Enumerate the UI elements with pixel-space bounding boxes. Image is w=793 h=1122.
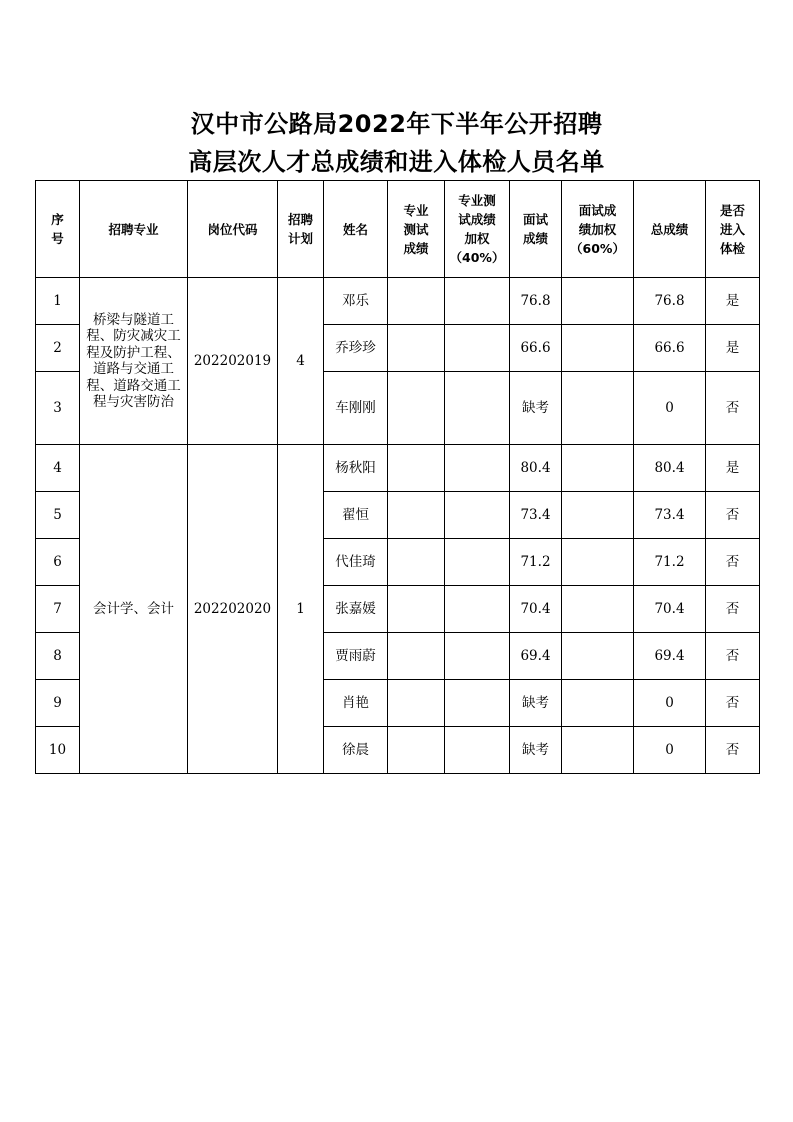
header-interview [510, 181, 562, 278]
cell-name: 乔珍珍 [324, 325, 388, 372]
header-line: 体检 [719, 240, 745, 256]
header-name [324, 181, 388, 278]
header-line: 专业测 [458, 193, 496, 208]
document-title-line-2: 高层次人才总成绩和进入体检人员名单 [188, 148, 605, 176]
cell-plan: 4 [278, 278, 324, 445]
header-line: 试成绩 [458, 212, 496, 227]
header-line: 面试成 [578, 202, 617, 218]
cell-physical: 否 [706, 372, 760, 445]
header-plan [278, 181, 324, 278]
cell-name: 肖艳 [324, 680, 388, 727]
header-seq [36, 181, 80, 278]
cell-name: 邓乐 [324, 278, 388, 325]
cell-physical: 否 [706, 492, 760, 539]
header-pro-weighted [445, 181, 510, 278]
header-code [188, 181, 278, 278]
header-pro-test [388, 181, 445, 278]
cell-pro-weighted [445, 278, 510, 325]
cell-name: 张嘉媛 [324, 586, 388, 633]
cell-pro-weighted [445, 586, 510, 633]
cell-physical: 否 [706, 633, 760, 680]
cell-interview-weighted [562, 372, 634, 445]
cell-total: 80.4 [634, 445, 706, 492]
cell-pro-test [388, 325, 445, 372]
table-row [36, 278, 760, 325]
cell-interview-weighted [562, 633, 634, 680]
header-line: 成绩 [403, 240, 429, 256]
cell-name: 贾雨蔚 [324, 633, 388, 680]
cell-pro-weighted [445, 445, 510, 492]
cell-pro-test [388, 445, 445, 492]
cell-pro-weighted [445, 633, 510, 680]
cell-physical: 否 [706, 586, 760, 633]
results-table [35, 180, 760, 774]
header-line: 加权 [464, 231, 490, 246]
cell-total: 71.2 [634, 539, 706, 586]
header-total [634, 181, 706, 278]
cell-total: 66.6 [634, 325, 706, 372]
cell-interview-weighted [562, 727, 634, 774]
header-line: 计划 [287, 231, 313, 246]
cell-interview: 缺考 [510, 727, 562, 774]
cell-pro-test [388, 727, 445, 774]
cell-seq: 8 [36, 633, 80, 680]
cell-pro-weighted [445, 372, 510, 445]
cell-interview-weighted [562, 492, 634, 539]
cell-interview: 69.4 [510, 633, 562, 680]
cell-code: 202202019 [188, 278, 278, 445]
header-line: 成绩 [522, 231, 548, 246]
cell-pro-weighted [445, 325, 510, 372]
header-line: 是否 [719, 202, 745, 218]
cell-physical: 是 [706, 445, 760, 492]
cell-pro-test [388, 680, 445, 727]
cell-interview: 73.4 [510, 492, 562, 539]
cell-pro-test [388, 633, 445, 680]
cell-total: 76.8 [634, 278, 706, 325]
cell-interview: 80.4 [510, 445, 562, 492]
cell-interview: 66.6 [510, 325, 562, 372]
cell-interview-weighted [562, 680, 634, 727]
cell-interview: 70.4 [510, 586, 562, 633]
cell-physical: 否 [706, 727, 760, 774]
header-line: 姓名 [342, 221, 368, 237]
cell-pro-test [388, 372, 445, 445]
cell-pro-test [388, 539, 445, 586]
header-line: 号 [51, 231, 64, 246]
cell-major: 桥梁与隧道工程、防灾减灾工程及防护工程、道路与交通工程、道路交通工程与灾害防治 [80, 278, 188, 445]
cell-seq: 9 [36, 680, 80, 727]
cell-plan: 1 [278, 445, 324, 774]
cell-total: 69.4 [634, 633, 706, 680]
header-interview-weighted [562, 181, 634, 278]
cell-interview: 71.2 [510, 539, 562, 586]
cell-pro-weighted [445, 727, 510, 774]
cell-seq: 1 [36, 278, 80, 325]
cell-name: 徐晨 [324, 727, 388, 774]
cell-name: 代佳琦 [324, 539, 388, 586]
cell-interview: 缺考 [510, 680, 562, 727]
cell-pro-weighted [445, 492, 510, 539]
cell-pro-weighted [445, 539, 510, 586]
cell-physical: 是 [706, 278, 760, 325]
cell-physical: 否 [706, 539, 760, 586]
cell-total: 70.4 [634, 586, 706, 633]
cell-seq: 3 [36, 372, 80, 445]
cell-pro-test [388, 586, 445, 633]
cell-seq: 7 [36, 586, 80, 633]
cell-seq: 6 [36, 539, 80, 586]
cell-name: 翟恒 [324, 492, 388, 539]
header-line: 招聘专业 [108, 221, 159, 237]
header-row [36, 181, 760, 278]
header-line: 专业 [403, 202, 429, 218]
header-line: 总成绩 [650, 221, 689, 237]
header-line: 招聘 [287, 212, 313, 227]
cell-pro-test [388, 492, 445, 539]
cell-interview-weighted [562, 445, 634, 492]
cell-interview-weighted [562, 539, 634, 586]
cell-interview: 76.8 [510, 278, 562, 325]
table-body [36, 278, 760, 774]
header-line: 绩加权 [578, 221, 617, 237]
header-line: （60%） [570, 240, 625, 256]
header-line: 岗位代码 [207, 221, 258, 237]
cell-interview-weighted [562, 278, 634, 325]
cell-name: 杨秋阳 [324, 445, 388, 492]
document-title-line-1: 汉中市公路局2022年下半年公开招聘 [190, 110, 603, 138]
cell-seq: 5 [36, 492, 80, 539]
cell-pro-test [388, 278, 445, 325]
cell-total: 0 [634, 727, 706, 774]
header-line: 进入 [719, 221, 745, 237]
cell-interview-weighted [562, 586, 634, 633]
cell-seq: 2 [36, 325, 80, 372]
header-line: 序 [51, 212, 64, 227]
cell-total: 73.4 [634, 492, 706, 539]
cell-code: 202202020 [188, 445, 278, 774]
cell-physical: 是 [706, 325, 760, 372]
header-physical [706, 181, 760, 278]
table-header [36, 181, 760, 278]
cell-seq: 10 [36, 727, 80, 774]
cell-total: 0 [634, 372, 706, 445]
cell-pro-weighted [445, 680, 510, 727]
header-major [80, 181, 188, 278]
cell-major: 会计学、会计 [80, 445, 188, 774]
header-line: （40%） [449, 250, 505, 265]
cell-physical: 否 [706, 680, 760, 727]
cell-total: 0 [634, 680, 706, 727]
header-line: 面试 [522, 212, 548, 227]
cell-seq: 4 [36, 445, 80, 492]
cell-interview: 缺考 [510, 372, 562, 445]
cell-interview-weighted [562, 325, 634, 372]
table-row [36, 445, 760, 492]
header-line: 测试 [403, 221, 429, 237]
cell-name: 车刚刚 [324, 372, 388, 445]
